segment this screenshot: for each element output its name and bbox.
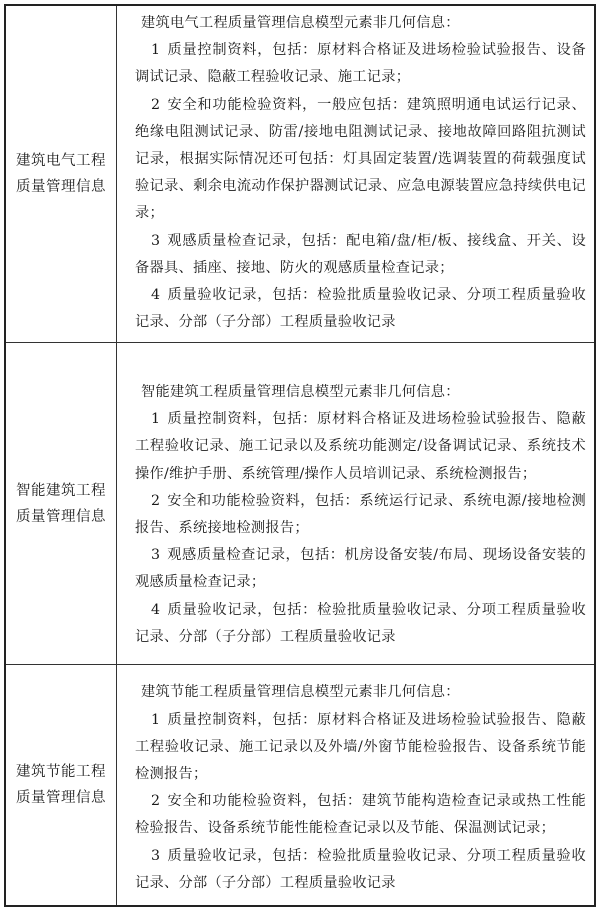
item-number: 1 bbox=[151, 411, 161, 428]
list-item bbox=[135, 788, 586, 842]
row-content bbox=[117, 343, 596, 665]
list-item bbox=[135, 707, 586, 789]
item-number: 3 bbox=[151, 847, 161, 864]
item-text: 质量控制资料，包括：原材料合格证及进场检验试验报告、隐蔽工程验收记录、施工记录以及外墙/外窗节能检验报告、设备系统节能检测报告； bbox=[135, 711, 586, 783]
item-text: 观感质量检查记录，包括：机房设备安装/布局、现场设备安装的观感质量检查记录； bbox=[135, 547, 586, 591]
content-heading: 建筑节能工程质量管理信息模型元素非几何信息： bbox=[141, 684, 460, 701]
table-row bbox=[5, 5, 595, 343]
quality-info-table bbox=[4, 4, 596, 907]
list-item bbox=[135, 282, 586, 336]
row-label: 智能建筑工程质量管理信息 bbox=[5, 343, 117, 665]
list-item bbox=[135, 597, 586, 651]
item-text: 安全和功能检验资料，包括：系统运行记录、系统电源/接地检测报告、系统接地检测报告； bbox=[135, 492, 586, 536]
item-number: 4 bbox=[151, 287, 161, 304]
item-text: 质量控制资料，包括：原材料合格证及进场检验试验报告、设备调试记录、隐蔽工程验收记录、施工记录； bbox=[135, 42, 586, 86]
list-item bbox=[135, 488, 586, 542]
item-number: 3 bbox=[151, 547, 161, 564]
list-item bbox=[135, 228, 586, 282]
item-text: 观感质量检查记录，包括：配电箱/盘/柜/板、接线盒、开关、设备器具、插座、接地、防火的观感质量检查记录； bbox=[135, 232, 586, 276]
table-row bbox=[5, 343, 595, 665]
content-heading: 智能建筑工程质量管理信息模型元素非几何信息： bbox=[141, 383, 460, 400]
item-number: 2 bbox=[151, 793, 161, 810]
list-item bbox=[135, 37, 586, 91]
item-number: 4 bbox=[151, 601, 161, 618]
item-text: 质量控制资料，包括：原材料合格证及进场检验试验报告、隐蔽工程验收记录、施工记录以及系统功能测定/设备调试记录、系统技术操作/维护手册、系统管理/操作人员培训记录、系统检测报告； bbox=[135, 411, 586, 482]
row-label: 建筑电气工程质量管理信息 bbox=[5, 5, 117, 343]
item-number: 2 bbox=[151, 96, 161, 113]
item-text: 质量验收记录，包括：检验批质量验收记录、分项工程质量验收记录、分部（子分部）工程质量验收记录 bbox=[135, 601, 586, 645]
list-item bbox=[135, 92, 586, 228]
item-text: 安全和功能检验资料，包括：建筑节能构造检查记录或热工性能检验报告、设备系统节能性能检查记录以及节能、保温测试记录； bbox=[135, 793, 586, 837]
item-text: 安全和功能检验资料，一般应包括：建筑照明通电试运行记录、绝缘电阻测试记录、防雷/接地电阻测试记录、接地故障回路阻抗测试记录，根据实际情况还可包括：灯具固定装置/选调装置的荷载强度试验记录、剩余电流动作保护器测试记录、应急电源装置应急持续供电记录； bbox=[135, 96, 586, 222]
list-item bbox=[135, 406, 586, 488]
item-number: 1 bbox=[151, 711, 161, 728]
item-number: 3 bbox=[151, 232, 161, 249]
item-number: 1 bbox=[151, 42, 161, 59]
row-content bbox=[117, 5, 596, 343]
list-item bbox=[135, 843, 586, 897]
row-content bbox=[117, 665, 596, 906]
item-text: 质量验收记录，包括：检验批质量验收记录、分项工程质量验收记录、分部（子分部）工程质量验收记录 bbox=[135, 847, 586, 891]
table-row bbox=[5, 665, 595, 906]
content-heading: 建筑电气工程质量管理信息模型元素非几何信息： bbox=[141, 15, 460, 31]
item-text: 质量验收记录，包括：检验批质量验收记录、分项工程质量验收记录、分部（子分部）工程质量验收记录 bbox=[135, 287, 586, 331]
list-item bbox=[135, 542, 586, 596]
item-number: 2 bbox=[151, 492, 161, 509]
row-label: 建筑节能工程质量管理信息 bbox=[5, 665, 117, 906]
